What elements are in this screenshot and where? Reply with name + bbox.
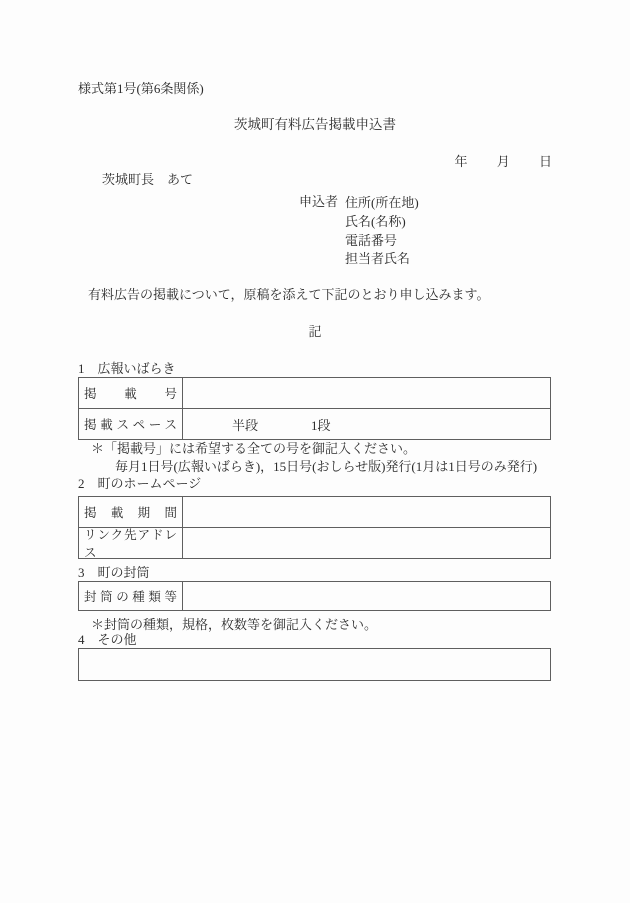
date-day-label: 日 [538,154,552,169]
applicant-fields [345,194,419,269]
row-label-space [79,409,183,439]
applicant-address-label: 住所(所在地) [345,195,419,210]
section-1-note-1: ＊「掲載号」には希望する全ての号を御記入ください。 [91,441,417,456]
page-title: 茨城町有料広告掲載申込書 [234,117,396,132]
section-2-heading: 2 町のホームページ [78,476,202,491]
row-label-text: リンク先アドレス [84,528,177,560]
applicant-name-label: 氏名(名称) [345,213,406,229]
link-address-input-area [183,528,550,558]
section-3-table [78,581,551,611]
table-row [79,497,550,527]
record-mark: 記 [308,324,322,339]
row-label-keisaigo [79,378,183,408]
date-year-label: 年 [454,154,468,169]
table-row [79,582,550,610]
space-options [183,409,550,439]
row-label-text: 掲載期間 [84,506,177,520]
applicant-phone-label: 電話番号 [345,232,398,248]
section-2-table [78,496,551,559]
period-input-area [183,497,550,527]
applicant-contact-label: 担当者氏名 [345,251,411,267]
table-row [79,378,550,408]
option-one-column: 1段 [311,417,331,433]
row-label-text: 掲載スペース [84,418,177,432]
section-3-heading: 3 町の封筒 [78,565,150,580]
section-4-other-box [78,648,551,681]
row-label-text: 封筒の種類等 [84,590,177,604]
date-line [454,154,552,169]
row-label-envelope-type [79,582,183,610]
envelope-type-input-area [183,582,550,610]
keisaigo-input-area [183,378,550,408]
applicant-label: 申込者 [299,194,339,209]
section-1-note-2: 毎月1日号(広報いばらき)，15日号(おしらせ版)発行(1月は1日号のみ発行) [115,459,538,474]
row-label-text: 掲載号 [84,387,177,401]
table-row [79,408,550,439]
addressee: 茨城町長 あて [102,172,194,187]
option-half-column: 半段 [232,417,259,433]
section-1-table [78,377,551,440]
section-4-heading: 4 その他 [78,632,137,647]
date-month-label: 月 [496,154,510,169]
row-label-period [79,497,183,527]
statement: 有料広告の掲載について，原稿を添えて下記のとおり申し込みます。 [88,287,490,302]
table-row [79,527,550,558]
form-number: 様式第1号(第6条関係) [78,81,204,96]
section-3-note: ＊封筒の種類，規格，枚数等を御記入ください。 [91,617,378,632]
row-label-link-address [79,528,183,558]
section-1-heading: 1 広報いばらき [78,361,176,376]
